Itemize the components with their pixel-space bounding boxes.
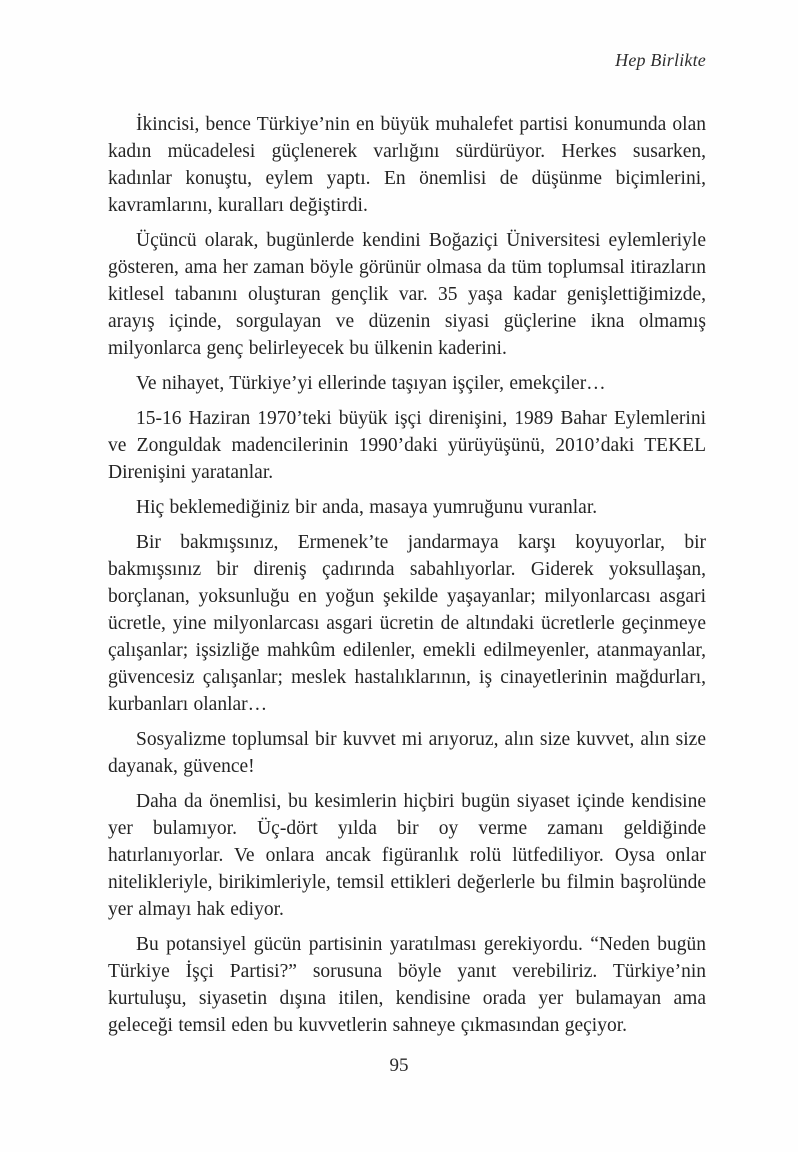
- page-body: [108, 111, 706, 1039]
- paragraph-7: Sosyalizme toplumsal bir kuvvet mi arıyoruz, alın size kuvvet, alın size dayanak, güvence!: [108, 729, 706, 777]
- paragraph-8: Daha da önemlisi, bu kesimlerin hiçbiri bugün siyaset içinde kendisine yer bulamıyor. Üç-dört yılda bir oy verme zamanı geldiğinde hatırlanıyorlar. Ve onlara ancak figüranlık rolü lütfediliyor. Oysa onlar nitelikleriyle, birikimleriyle, temsil ettikleri değerlerle bu filmin başrolünde yer almayı hak ediyor.: [108, 791, 706, 920]
- paragraph-3: Ve nihayet, Türkiye’yi ellerinde taşıyan işçiler, emekçiler…: [136, 373, 606, 394]
- paragraph-9: Bu potansiyel gücün partisinin yaratılması gerekiyordu. “Neden bugün Türkiye İşçi Partisi?” sorusuna böyle yanıt verebiliriz. Türkiye’nin kurtuluşu, siyasetin dışına itilen, kendisine orada yer bulamayan ama geleceği temsil eden bu kuvvetlerin sahneye çıkmasından geçiyor.: [108, 934, 706, 1036]
- paragraph-2: Üçüncü olarak, bugünlerde kendini Boğaziçi Üniversitesi eylemleriyle gösteren, ama her zaman böyle görünür olmasa da tüm toplumsal itirazların kitlesel tabanını oluşturan gençlik var. 35 yaşa kadar genişlettiğimizde, arayış içinde, sorgulayan ve düzenin siyasi güçlerine ikna olmamış milyonlarca genç belirleyecek bu ülkenin kaderini.: [108, 230, 706, 359]
- page-number: 95: [389, 1055, 409, 1076]
- paragraph-6: Bir bakmışsınız, Ermenek’te jandarmaya karşı koyuyorlar, bir bakmışsınız bir direniş çadırında sabahlıyorlar. Giderek yoksullaşan, borçlanan, yoksunluğu en yoğun şekilde yaşayanlar; milyonlarcası asgari ücretle, yine milyonlarcası asgari ücretin de altındaki ücretlerle geçinmeye çalışanlar; işsizliğe mahkûm edilenler, emekli edilmeyenler, atanmayanlar, güvencesiz çalışanlar; meslek hastalıklarının, iş cinayetlerinin mağdurları, kurbanları olanlar…: [108, 532, 706, 715]
- paragraph-1: İkincisi, bence Türkiye’nin en büyük muhalefet partisi konumunda olan kadın mücadelesi güçlenerek varlığını sürdürüyor. Herkes susarken, kadınlar konuştu, eylem yaptı. En önemlisi de düşünme biçimlerini, kavramlarını, kuralları değiştirdi.: [108, 114, 706, 216]
- paragraph-4: 15-16 Haziran 1970’teki büyük işçi direnişini, 1989 Bahar Eylemlerini ve Zonguldak madencilerinin 1990’daki yürüyüşünü, 2010’daki TEKEL Direnişini yaratanlar.: [108, 408, 706, 483]
- paragraph-5: Hiç beklemediğiniz bir anda, masaya yumruğunu vuranlar.: [136, 497, 598, 518]
- running-header: Hep Birlikte: [615, 50, 706, 70]
